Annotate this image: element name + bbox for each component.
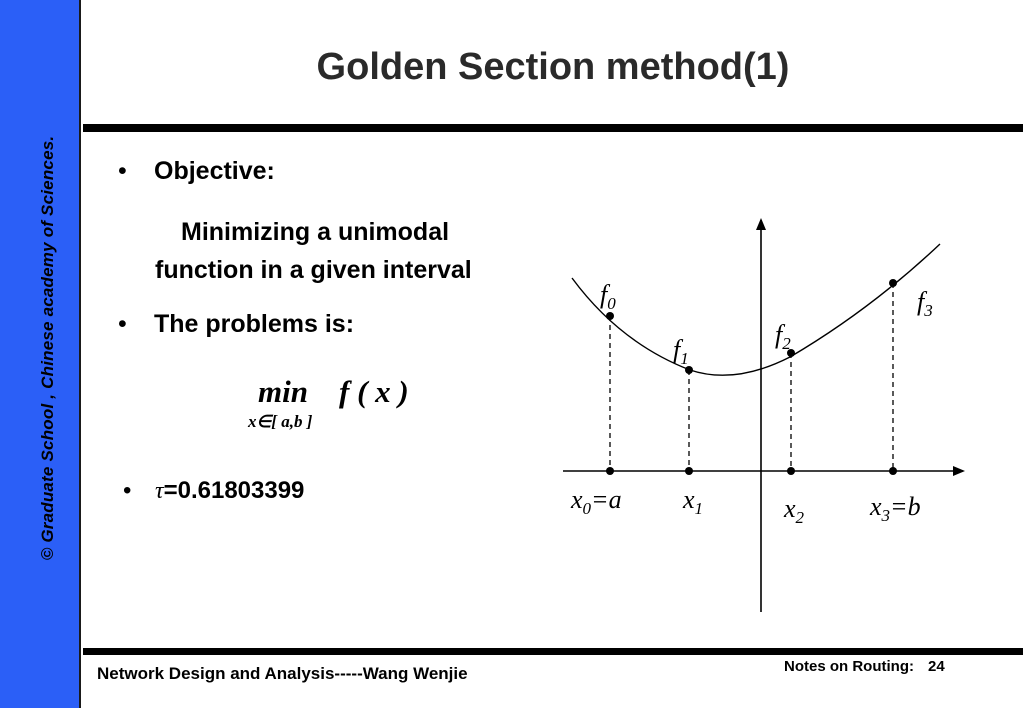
formula-function: f ( x ) [339,374,409,409]
problem-heading: The problems is: [154,310,355,338]
label-f2: $f_2$ [775,320,791,353]
slide-title: Golden Section method(1) [316,46,790,88]
label-x3: $x_3=b$ [870,492,921,525]
point-x2 [787,467,795,475]
label-f0: $f_0$ [600,280,616,313]
label-x1: $x_1$ [683,485,704,518]
formula-subscript: x∈[ a,b ] [248,412,313,431]
copyright-text: © Graduate School , Chinese academy of Sciences. [38,135,57,561]
point-f0 [606,312,614,320]
point-x1 [685,467,693,475]
page-number: 24 [927,658,945,675]
tau-symbol: τ [155,478,164,504]
label-x2: $x_2$ [784,494,805,527]
unimodal-curve [572,244,940,375]
point-x3 [889,467,897,475]
footer-notes-label: Notes on Routing: [784,658,914,675]
label-x0: $x_0=a$ [571,485,622,518]
footer-notes [784,658,945,675]
bullet-dot: • [118,310,127,338]
label-f1: $f_1$ [673,335,689,368]
bullet-dot: • [123,477,132,504]
bullet-dot: • [118,157,127,185]
point-x0 [606,467,614,475]
tau-value: =0.61803399 [163,477,305,504]
footer-course-title: Network Design and Analysis-----Wang Wenjie [97,664,468,683]
footer-divider [83,648,1023,655]
label-f3: $f_3$ [917,287,933,320]
point-f3 [889,279,897,287]
formula-min: min [258,374,308,409]
objective-line-1: Minimizing a unimodal [181,218,450,246]
objective-line-2: function in a given interval [155,256,472,284]
objective-heading: Objective: [154,157,275,185]
